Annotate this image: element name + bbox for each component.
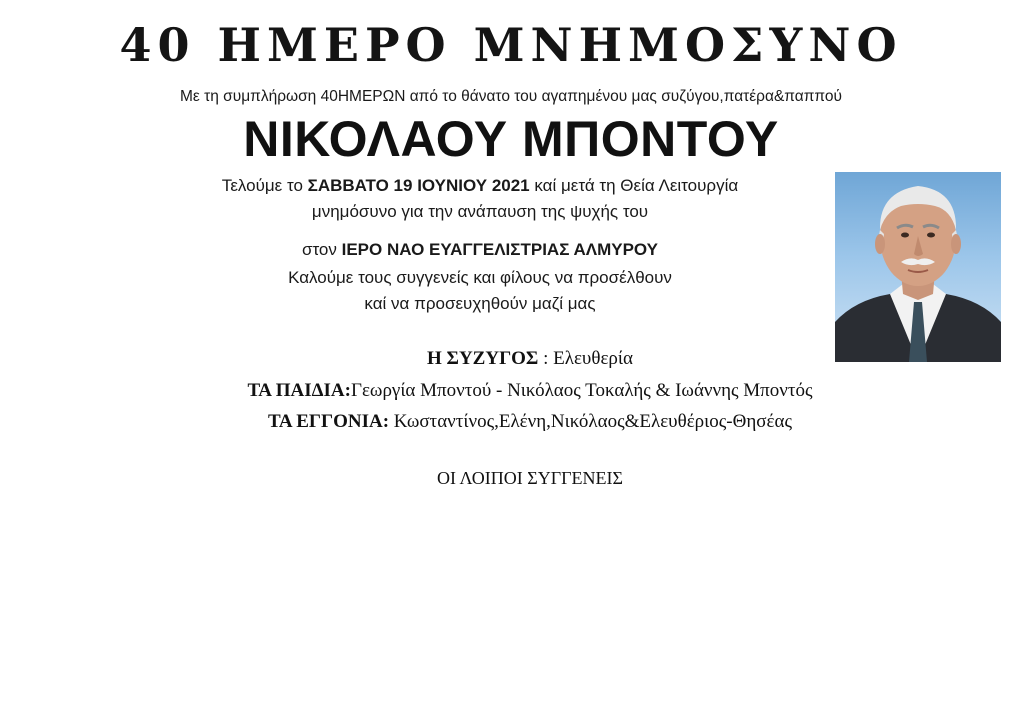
spouse-name: : Ελευθερία: [538, 348, 633, 369]
service-line-purpose: μνημόσυνο για την ανάπαυση της ψυχής του: [311, 202, 649, 221]
service-line-church: [150, 240, 810, 260]
invitation-line: Καλούμε τους συγγενείς και φίλους να προσέλθουν: [288, 268, 672, 287]
deceased-name: ΝΙΚΟΛΑΟΥ ΜΠΟΝΤΟΥ: [243, 111, 779, 167]
intro-line: Με τη συμπλήρωση 40ΗΜΕΡΩΝ από το θάνατο του αγαπημένου μας συζύγου,πατέρα&παππού: [179, 88, 843, 105]
grandchildren-names: Κωσταντίνος,Ελένη,Νικόλαος&Ελευθέριος-Θησέας: [389, 411, 792, 432]
page-title: 40 ΗΜΕΡΟ ΜΝΗΜΟΣΥΝΟ: [119, 18, 903, 72]
portrait-illustration: [835, 172, 1001, 362]
service-date-prefix: Τελούμε το: [221, 176, 308, 195]
spouse-line: [100, 348, 960, 370]
other-relatives: ΟΙ ΛΟΙΠΟΙ ΣΥΓΓΕΝΕΙΣ: [436, 468, 624, 488]
church-prefix: στον: [301, 240, 342, 259]
spouse-label: Η ΣΥΖΥΓΟΣ: [427, 348, 539, 369]
grandchildren-label: ΤΑ ΕΓΓΟΝΙΑ:: [268, 411, 390, 432]
invitation-line-2: καί να προσευχηθούν μαζί μας: [364, 294, 596, 313]
service-date: ΣΑΒΒΑΤΟ 19 ΙΟΥΝΙΟΥ 2021: [307, 176, 530, 195]
children-line: [100, 380, 960, 402]
portrait-photo: [835, 172, 1001, 362]
church-name: ΙΕΡΟ ΝΑΟ ΕΥΑΓΓΕΛΙΣΤΡΙΑΣ ΑΛΜΥΡΟΥ: [341, 240, 659, 259]
grandchildren-line: [100, 411, 960, 433]
children-names: Γεωργία Μποντού - Νικόλαος Τοκαλής & Ιωάννης Μποντός: [350, 380, 813, 401]
service-date-suffix: καί μετά τη Θεία Λειτουργία: [529, 176, 739, 195]
children-label: ΤΑ ΠΑΙΔΙΑ:: [247, 380, 351, 401]
service-line-date: [150, 176, 810, 196]
